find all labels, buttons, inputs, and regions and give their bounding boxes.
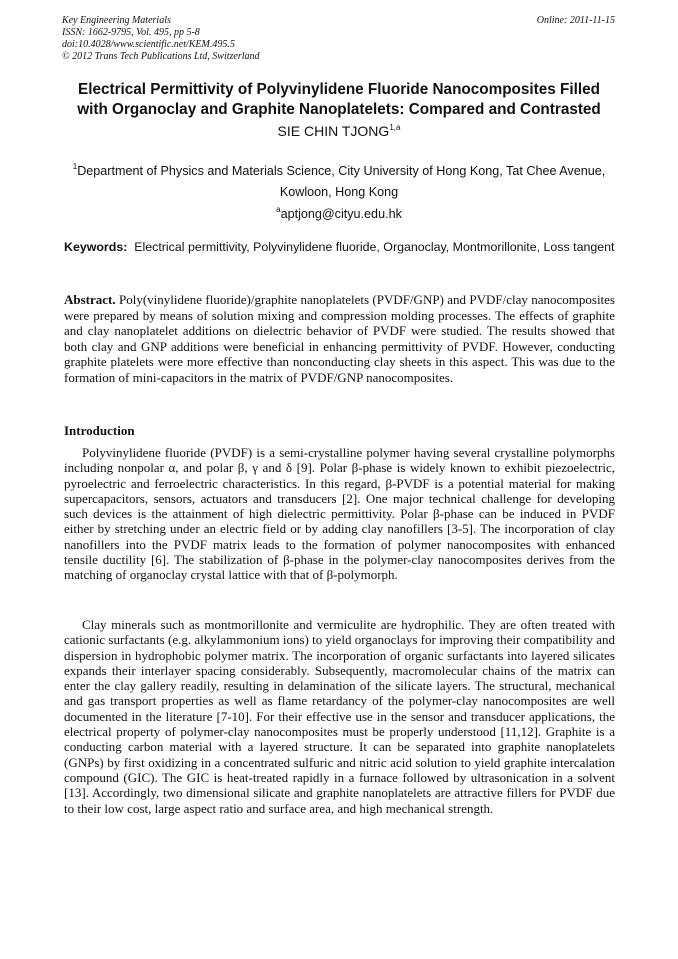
keywords-text: Electrical permittivity, Polyvinylidene fluoride, Organoclay, Montmorillonite, Loss tangent: [134, 240, 615, 254]
issn-line: ISSN: 1662-9795, Vol. 495, pp 5-8: [62, 27, 200, 38]
author-line: [40, 122, 638, 140]
affiliation-text: Department of Physics and Materials Science, City University of Hong Kong, Tat Chee Avenue, Kowloon, Hong Kong: [77, 164, 606, 199]
online-date: Online: 2011-11-15: [536, 15, 615, 26]
author-name: SIE CHIN TJONG: [277, 123, 390, 139]
author-email: [60, 205, 618, 223]
title-line-1: Electrical Permittivity of Polyvinylidene Fluoride Nanocomposites Filled: [78, 81, 600, 98]
journal-header: [62, 15, 615, 63]
abstract-text: Poly(vinylidene fluoride)/graphite nanoplatelets (PVDF/GNP) and PVDF/clay nanocomposites were prepared by means of solution mixing and compression molding processes. The effects of graphite and clay nanoplatelet additions on dielectric behavior of PVDF were studied. The results showed that both clay and GNP additions were beneficial in enhancing permittivity of PVDF. However, conducting graphite platelets were more effective than nonconducting clay sheets in this aspect. This was due to the formation of mini-capacitors in the matrix of PVDF/GNP nanocomposites.: [64, 292, 615, 385]
section-heading-introduction: Introduction: [64, 423, 135, 438]
email-mark: a: [276, 205, 281, 214]
introduction-paragraph-2: Clay minerals such as montmorillonite and vermiculite are hydrophilic. They are often treated with cationic surfactants (e.g. alkylammonium ions) to yield organoclays for improving their compatibility and dispersion in hydrophobic polymer matrix. The incorporation of organic surfactants into layered silicates expands their interlayer spacing considerably. Subsequently, macromolecular chains of the matrix can enter the clay gallery readily, resulting in delamination of the silicate layers. The structural, mechanical and gas transport properties as well as flame retardancy of the polymer-clay nanocomposites are well documented in the literature [7-10]. For their effective use in the sensor and transducer applications, the electrical property of polymer-clay nanocomposites must be properly understood [11,12]. Graphite is a conducting carbon material with a layered structure. It can be separated into graphite nanoplatelets (GNPs) by first oxidizing in a concentrated sulfuric and nitric acid solution to yield graphite intercalation compound (GIC). The GIC is heat-treated rapidly in a furnace followed by ultrasonication in a solvent [13]. Accordingly, two dimensional silicate and graphite nanoplatelets are attractive fillers for PVDF due to their low cost, large aspect ratio and surface area, and high mechanical strength.: [64, 617, 615, 816]
abstract-block: [64, 292, 615, 386]
copyright-line: © 2012 Trans Tech Publications Ltd, Switzerland: [62, 51, 260, 62]
affiliation: [60, 161, 618, 203]
title-line-2: with Organoclay and Graphite Nanoplatelets: Compared and Contrasted: [77, 101, 601, 118]
doi-line: doi:10.4028/www.scientific.net/KEM.495.5: [62, 39, 235, 50]
author-affiliation-mark: 1,a: [389, 123, 401, 132]
paper-title: [40, 80, 638, 120]
abstract-label: Abstract.: [64, 292, 116, 307]
email-address: aptjong@cityu.edu.hk: [280, 207, 402, 221]
keywords-label: Keywords:: [64, 240, 128, 254]
keywords-block: [64, 240, 615, 255]
journal-name: Key Engineering Materials: [62, 15, 171, 26]
introduction-paragraph-1: Polyvinylidene fluoride (PVDF) is a semi-crystalline polymer having several crystalline polymorphs including nonpolar α, and polar β, γ and δ [9]. Polar β-phase is widely known to exhibit piezoelectric, pyroelectric and ferroelectric characteristics. In this regard, β-PVDF is a potential material for making supercapacitors, sensors, actuators and transducers [2]. One major technical challenge for developing such devices is the attainment of high dielectric permittivity. Polar β-phase can be induced in PVDF either by stretching under an electric field or by adding clay nanofillers [3-5]. The incorporation of clay nanofillers into the PVDF matrix leads to the formation of polymer nanocomposites with enhanced tensile ductility [6]. The stabilization of β-phase in the polymer-clay nanocomposites derives from the matching of organoclay crystal lattice with that of β-polymorph.: [64, 445, 615, 583]
affiliation-mark: 1: [72, 162, 78, 171]
